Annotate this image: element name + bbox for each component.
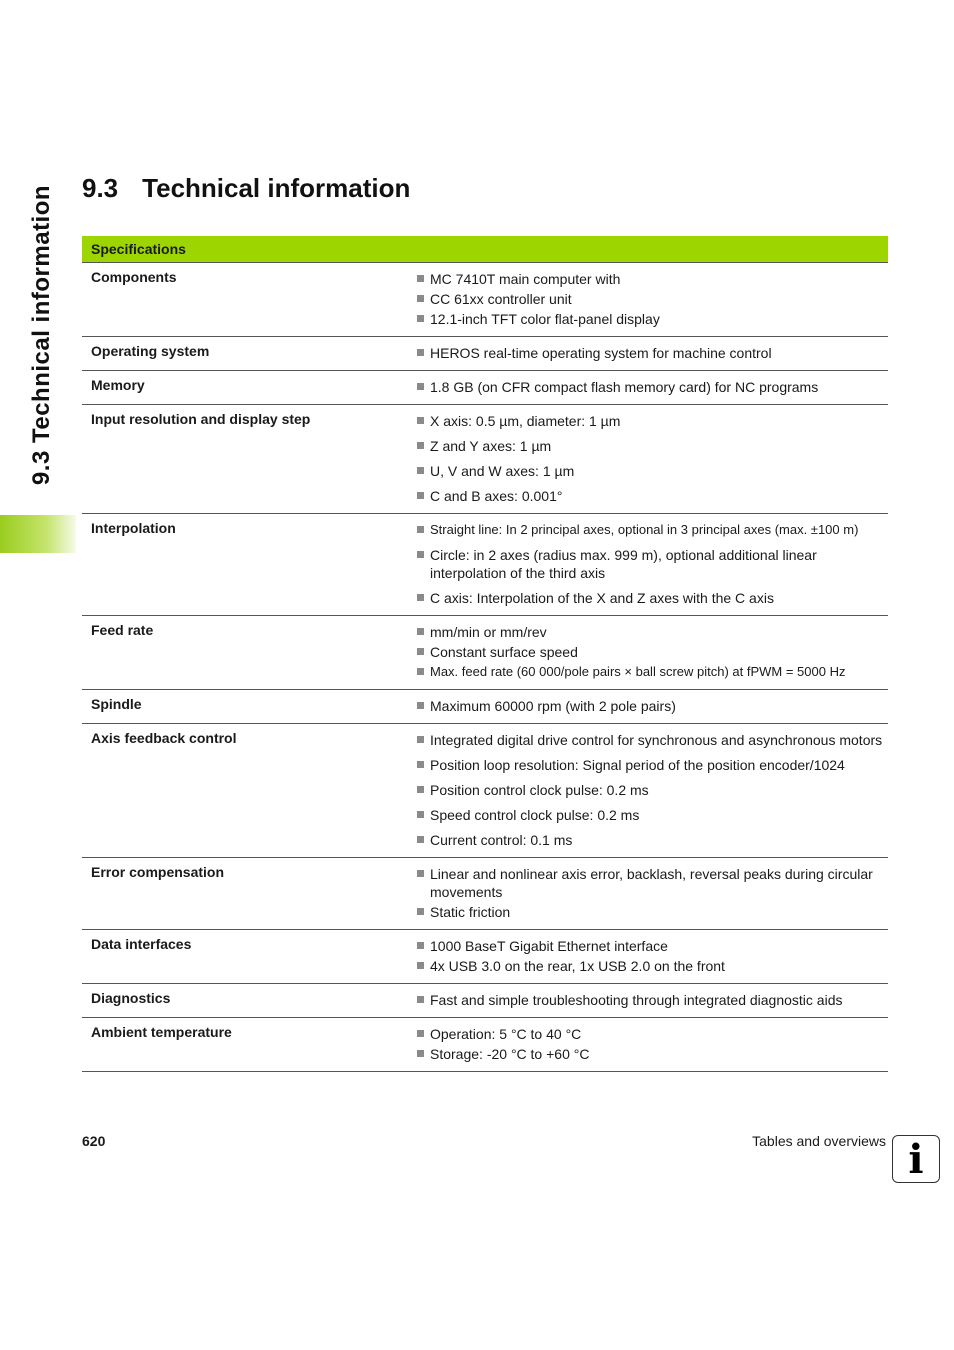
table-header-row xyxy=(82,236,888,263)
list-item: Speed control clock pulse: 0.2 ms xyxy=(416,806,888,824)
row-label: Memory xyxy=(82,371,416,405)
list-item: MC 7410T main computer with xyxy=(416,270,888,288)
list-item: CC 61xx controller unit xyxy=(416,290,888,308)
list-item: Straight line: In 2 principal axes, optional in 3 principal axes (max. ±100 m) xyxy=(416,521,888,539)
row-label: Axis feedback control xyxy=(82,724,416,858)
list-item: C axis: Interpolation of the X and Z axes with the C axis xyxy=(416,589,888,607)
list-item: mm/min or mm/rev xyxy=(416,623,888,641)
list-item: 12.1-inch TFT color flat-panel display xyxy=(416,310,888,328)
list-item: Current control: 0.1 ms xyxy=(416,831,888,849)
table-row xyxy=(82,337,888,371)
table-row xyxy=(82,263,888,337)
list-item: HEROS real-time operating system for machine control xyxy=(416,344,888,362)
page-number: 620 xyxy=(82,1133,106,1149)
row-values xyxy=(416,616,888,690)
row-values xyxy=(416,724,888,858)
section-tab-marker xyxy=(0,515,76,553)
list-item: Integrated digital drive control for synchronous and asynchronous motors xyxy=(416,731,888,749)
specifications-table xyxy=(82,236,888,1072)
row-values xyxy=(416,984,888,1018)
info-icon: i xyxy=(892,1135,940,1183)
row-values xyxy=(416,337,888,371)
footer-section-name: Tables and overviews xyxy=(752,1133,886,1149)
row-values xyxy=(416,371,888,405)
list-item: 1.8 GB (on CFR compact flash memory card) for NC programs xyxy=(416,378,888,396)
table-row xyxy=(82,930,888,984)
list-item: Maximum 60000 rpm (with 2 pole pairs) xyxy=(416,697,888,715)
row-values xyxy=(416,514,888,616)
row-values xyxy=(416,858,888,930)
row-label: Ambient temperature xyxy=(82,1018,416,1072)
row-values xyxy=(416,405,888,514)
table-row xyxy=(82,371,888,405)
side-section-title-text: 9.3 Technical information xyxy=(28,184,55,486)
row-label: Interpolation xyxy=(82,514,416,616)
table-row xyxy=(82,514,888,616)
list-item: Static friction xyxy=(416,903,888,921)
table-row xyxy=(82,724,888,858)
section-number: 9.3 xyxy=(82,173,119,203)
table-header: Specifications xyxy=(82,236,888,263)
row-label: Input resolution and display step xyxy=(82,405,416,514)
list-item: Z and Y axes: 1 µm xyxy=(416,437,888,455)
row-label: Feed rate xyxy=(82,616,416,690)
list-item: Position control clock pulse: 0.2 ms xyxy=(416,781,888,799)
list-item: Constant surface speed xyxy=(416,643,888,661)
table-row xyxy=(82,690,888,724)
list-item: Circle: in 2 axes (radius max. 999 m), optional additional linear interpolation of the third axis xyxy=(416,546,888,582)
row-values xyxy=(416,1018,888,1072)
table-row xyxy=(82,1018,888,1072)
row-values xyxy=(416,690,888,724)
list-item: Linear and nonlinear axis error, backlash, reversal peaks during circular movements xyxy=(416,865,888,901)
page-title xyxy=(82,173,410,204)
list-item: 4x USB 3.0 on the rear, 1x USB 2.0 on the front xyxy=(416,957,888,975)
table-body xyxy=(82,263,888,1072)
side-section-title xyxy=(0,0,80,520)
list-item: Operation: 5 °C to 40 °C xyxy=(416,1025,888,1043)
table-row xyxy=(82,405,888,514)
row-label: Components xyxy=(82,263,416,337)
list-item: Max. feed rate (60 000/pole pairs × ball screw pitch) at fPWM = 5000 Hz xyxy=(416,663,888,681)
list-item: Storage: -20 °C to +60 °C xyxy=(416,1045,888,1063)
list-item: U, V and W axes: 1 µm xyxy=(416,462,888,480)
row-label: Error compensation xyxy=(82,858,416,930)
section-title: Technical information xyxy=(142,173,411,203)
row-label: Operating system xyxy=(82,337,416,371)
row-label: Diagnostics xyxy=(82,984,416,1018)
row-label: Data interfaces xyxy=(82,930,416,984)
table-row xyxy=(82,984,888,1018)
list-item: C and B axes: 0.001° xyxy=(416,487,888,505)
row-values xyxy=(416,930,888,984)
list-item: Position loop resolution: Signal period of the position encoder/1024 xyxy=(416,756,888,774)
row-values xyxy=(416,263,888,337)
list-item: X axis: 0.5 µm, diameter: 1 µm xyxy=(416,412,888,430)
list-item: 1000 BaseT Gigabit Ethernet interface xyxy=(416,937,888,955)
list-item: Fast and simple troubleshooting through integrated diagnostic aids xyxy=(416,991,888,1009)
row-label: Spindle xyxy=(82,690,416,724)
table-row xyxy=(82,616,888,690)
table-row xyxy=(82,858,888,930)
